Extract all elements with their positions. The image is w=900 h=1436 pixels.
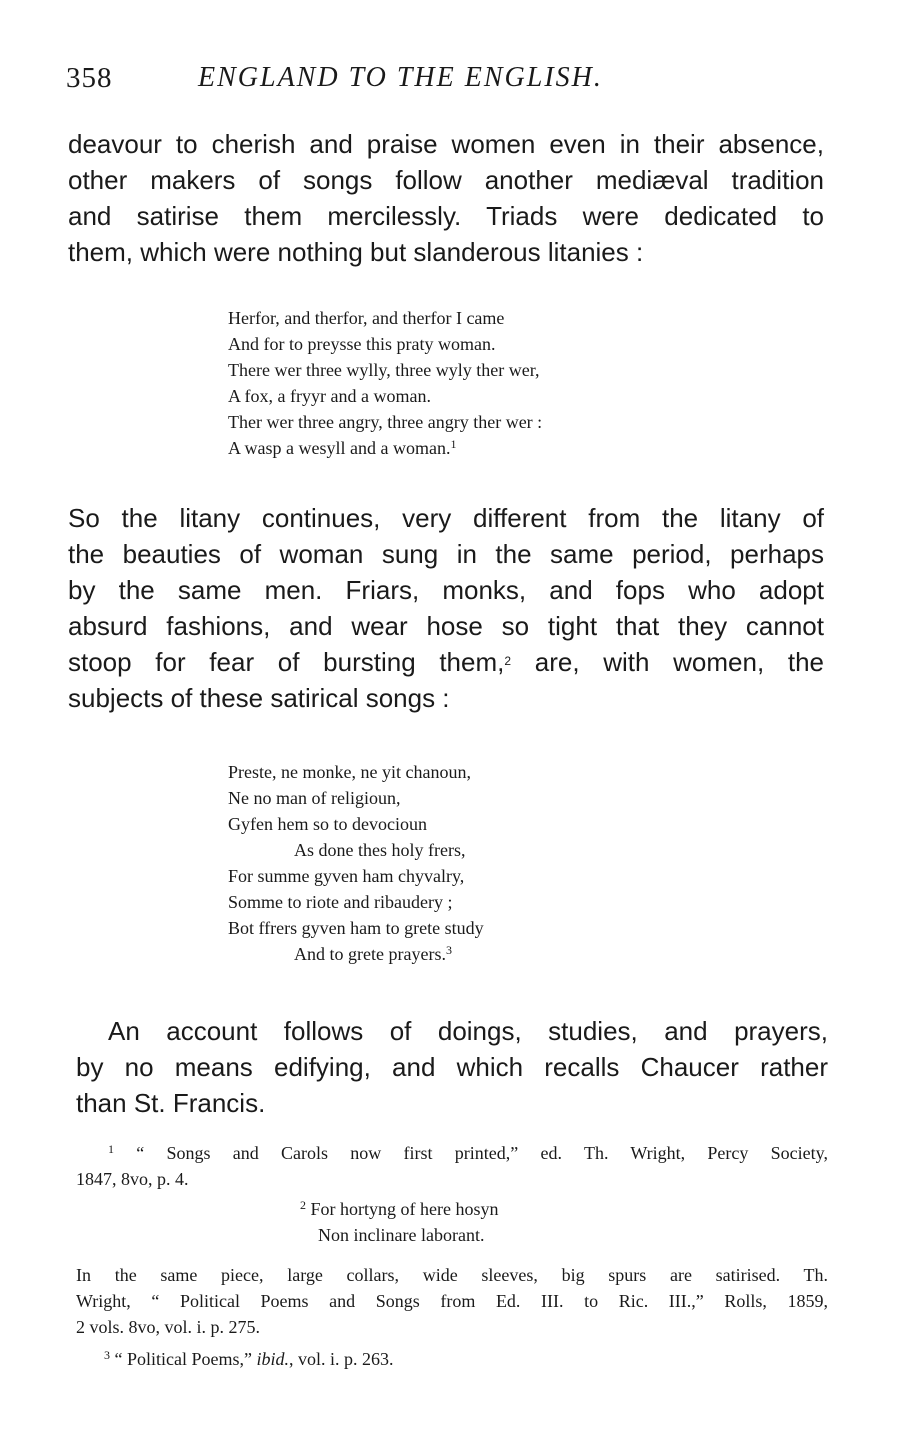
paragraph-line: the beauties of woman sung in the same period, perhaps [68, 539, 824, 569]
verse-line: Preste, ne monke, ne yit chanoun, [228, 762, 471, 782]
verse-quotation-1 [228, 305, 542, 461]
paragraph-line: than St. Francis. [76, 1088, 266, 1118]
verse-line: There wer three wylly, three wyly ther wer, [228, 360, 540, 380]
paragraph-line: subjects of these satirical songs : [68, 683, 450, 713]
verse-quotation-2 [228, 759, 484, 967]
paragraph-line: other makers of songs follow another mediæval tradition [68, 165, 824, 195]
footnote-line [300, 1196, 498, 1222]
verse-line: Ne no man of religioun, [228, 788, 401, 808]
footnote-line: 1847, 8vo, p. 4. [76, 1169, 189, 1189]
footnote-text: For hortyng of here hosyn [310, 1199, 499, 1219]
paragraph-2 [68, 500, 824, 716]
running-title: ENGLAND TO THE ENGLISH. [198, 62, 603, 93]
verse-line-last [228, 435, 542, 461]
footnote-text: “ Songs and Carols now first printed,” ed. Th. Wright, Percy Society, [136, 1143, 828, 1163]
page-number: 358 [66, 62, 113, 94]
verse-line: Bot ffrers gyven ham to grete study [228, 918, 484, 938]
verse-line: For summe gyven ham chyvalry, [228, 866, 465, 886]
footnote-ref-2: 2 [504, 654, 512, 668]
verse-line: Herfor, and therfor, and therfor I came [228, 308, 505, 328]
verse-line: As done thes holy frers, [294, 840, 466, 860]
line-text: stoop for fear of bursting them, [68, 647, 505, 677]
paragraph-line-with-note [68, 644, 824, 680]
paragraph-line: by no means edifying, and which recalls Chaucer rather [76, 1052, 828, 1082]
paragraph-line: them, which were nothing but slanderous litanies : [68, 237, 644, 267]
footnote-ibid: ibid. [256, 1349, 289, 1369]
footnote-line: 2 vols. 8vo, vol. i. p. 275. [76, 1317, 261, 1337]
footnote-1 [76, 1140, 828, 1192]
paragraph-line: and satirise them mercilessly. Triads were dedicated to [68, 201, 824, 231]
footnote-mark: 2 [300, 1198, 306, 1212]
footnote-line: In the same piece, large collars, wide sleeves, big spurs are satirised. Th. [76, 1265, 828, 1285]
footnote-line: Wright, “ Political Poems and Songs from Ed. III. to Ric. III.,” Rolls, 1859, [76, 1291, 828, 1311]
footnote-2 [300, 1196, 498, 1248]
verse-line-text: And to grete prayers. [294, 944, 446, 964]
page-header [66, 62, 834, 102]
footnote-ref-3: 3 [445, 943, 452, 957]
verse-line: Somme to riote and ribaudery ; [228, 892, 453, 912]
paragraph-line: by the same men. Friars, monks, and fops who adopt [68, 575, 824, 605]
footnote-line [76, 1140, 828, 1166]
verse-line: A fox, a fryyr and a woman. [228, 386, 431, 406]
paragraph-1 [68, 126, 824, 270]
line-text: are, with women, the [534, 647, 824, 677]
footnote-text: , vol. i. p. 263. [289, 1349, 394, 1369]
footnote-2-continued [76, 1262, 828, 1340]
footnote-3 [104, 1346, 394, 1372]
footnote-text: “ Political Poems,” [114, 1349, 252, 1369]
footnote-ref-1: 1 [450, 437, 457, 451]
verse-line: Gyfen hem so to devocioun [228, 814, 427, 834]
footnote-mark: 1 [108, 1142, 114, 1156]
paragraph-line: absurd fashions, and wear hose so tight that they cannot [68, 611, 824, 641]
paragraph-line: So the litany continues, very different from the litany of [68, 503, 824, 533]
footnote-line: Non inclinare laborant. [318, 1225, 485, 1245]
paragraph-line: An account follows of doings, studies, and prayers, [108, 1016, 828, 1046]
paragraph-line: deavour to cherish and praise women even in their absence, [68, 129, 824, 159]
verse-line-text: A wasp a wesyll and a woman. [228, 438, 451, 458]
verse-line-last [228, 941, 484, 967]
paragraph-3 [76, 1013, 828, 1121]
verse-line: And for to preysse this praty woman. [228, 334, 496, 354]
footnote-mark: 3 [104, 1348, 110, 1362]
verse-line: Ther wer three angry, three angry ther wer : [228, 412, 543, 432]
